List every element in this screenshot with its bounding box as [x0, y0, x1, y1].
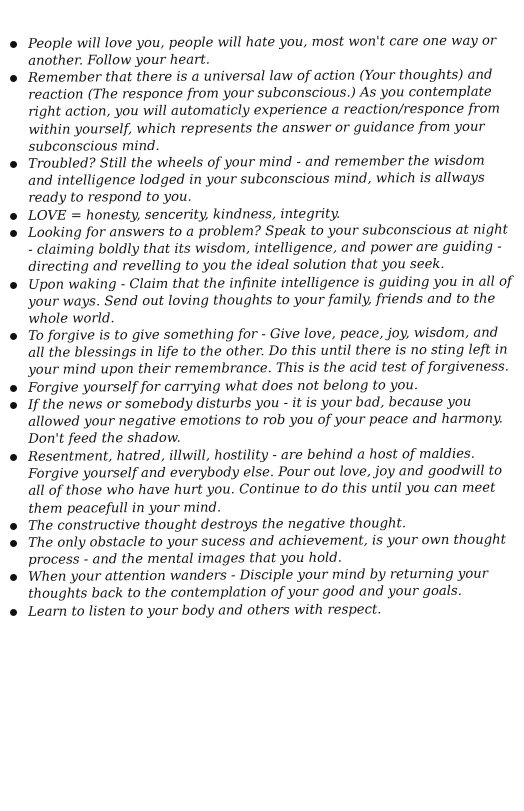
list-item	[6, 325, 512, 380]
list-item	[6, 32, 512, 70]
note-text: Remember that there is a universal law of action (Your thoughts) and reaction (The responce from your subconscious.) As you contemplate right action, you will automaticly experience a reaction/responce from within yourself, which represents the answer or guidance from your subconscious mind.	[28, 68, 501, 156]
bullet-icon	[10, 41, 17, 48]
list-item	[6, 67, 513, 157]
note-text: Resentment, hatred, illwill, hostility - are behind a host of maldies. Forgive yourself and everybody else. Pour out love, joy and goodwill to all of those who have hurt you. Continue to do this until you can meet them peacefull in your mind.	[28, 446, 503, 517]
bullet-icon	[10, 609, 17, 616]
list-item	[6, 273, 512, 328]
note-text: LOVE = honesty, sencerity, kindness, integrity.	[28, 206, 341, 224]
note-text: To forgive is to give something for - Give love, peace, joy, wisdom, and all the blessings in life to the other. Do this until there is no sting left in your mind upon their remembrance. This is the acid test of forgiveness.	[28, 326, 510, 379]
list-item	[6, 445, 512, 517]
bullet-icon	[10, 523, 17, 530]
bullet-icon	[10, 385, 17, 392]
list-item	[6, 531, 512, 569]
bullet-icon	[10, 402, 17, 409]
note-text: Upon waking - Claim that the infinite intelligence is guiding you in all of your ways. Send out loving thoughts to your family, friends and to the whole world.	[28, 274, 512, 328]
list-item	[6, 222, 512, 277]
list-item	[6, 394, 512, 449]
list-item	[6, 600, 512, 621]
bullet-icon	[10, 161, 17, 168]
note-text: Forgive yourself for carrying what does not belong to you.	[28, 378, 419, 396]
list-item	[6, 153, 512, 208]
note-text: Troubled? Still the wheels of your mind - and remember the wisdom and intelligence lodged in your subconscious mind, which is allways ready to respond to you.	[28, 154, 485, 207]
note-text: People will love you, people will hate you, most won't care one way or another. Follow your heart.	[28, 33, 497, 70]
bullet-icon	[10, 282, 17, 289]
bullet-icon	[10, 333, 17, 340]
bullet-icon	[10, 574, 17, 581]
bullet-icon	[10, 213, 17, 220]
notes-list	[6, 33, 512, 621]
note-text: The only obstacle to your sucess and achievement, is your own thought process - and the mental images that you hold.	[28, 532, 507, 568]
bullet-icon	[10, 540, 17, 547]
note-text: Learn to listen to your body and others with respect.	[28, 602, 382, 620]
note-text: When your attention wanders - Disciple your mind by returning your thoughts back to the contemplation of your good and your goals.	[28, 566, 489, 603]
note-text: If the news or somebody disturbs you - it is your bad, because you allowed your negative emotions to rob you of your peace and harmony. Don't feed the shadow.	[28, 395, 504, 448]
bullet-icon	[10, 75, 17, 82]
note-text: Looking for answers to a problem? Speak to your subconscious at night - claiming boldly that its wisdom, intelligence, and power are guiding - directing and revelling to you the ideal solution that you seek.	[28, 222, 508, 276]
bullet-icon	[10, 454, 17, 461]
bullet-icon	[10, 230, 17, 237]
note-text: The constructive thought destroys the negative thought.	[28, 515, 407, 534]
list-item	[6, 566, 512, 604]
